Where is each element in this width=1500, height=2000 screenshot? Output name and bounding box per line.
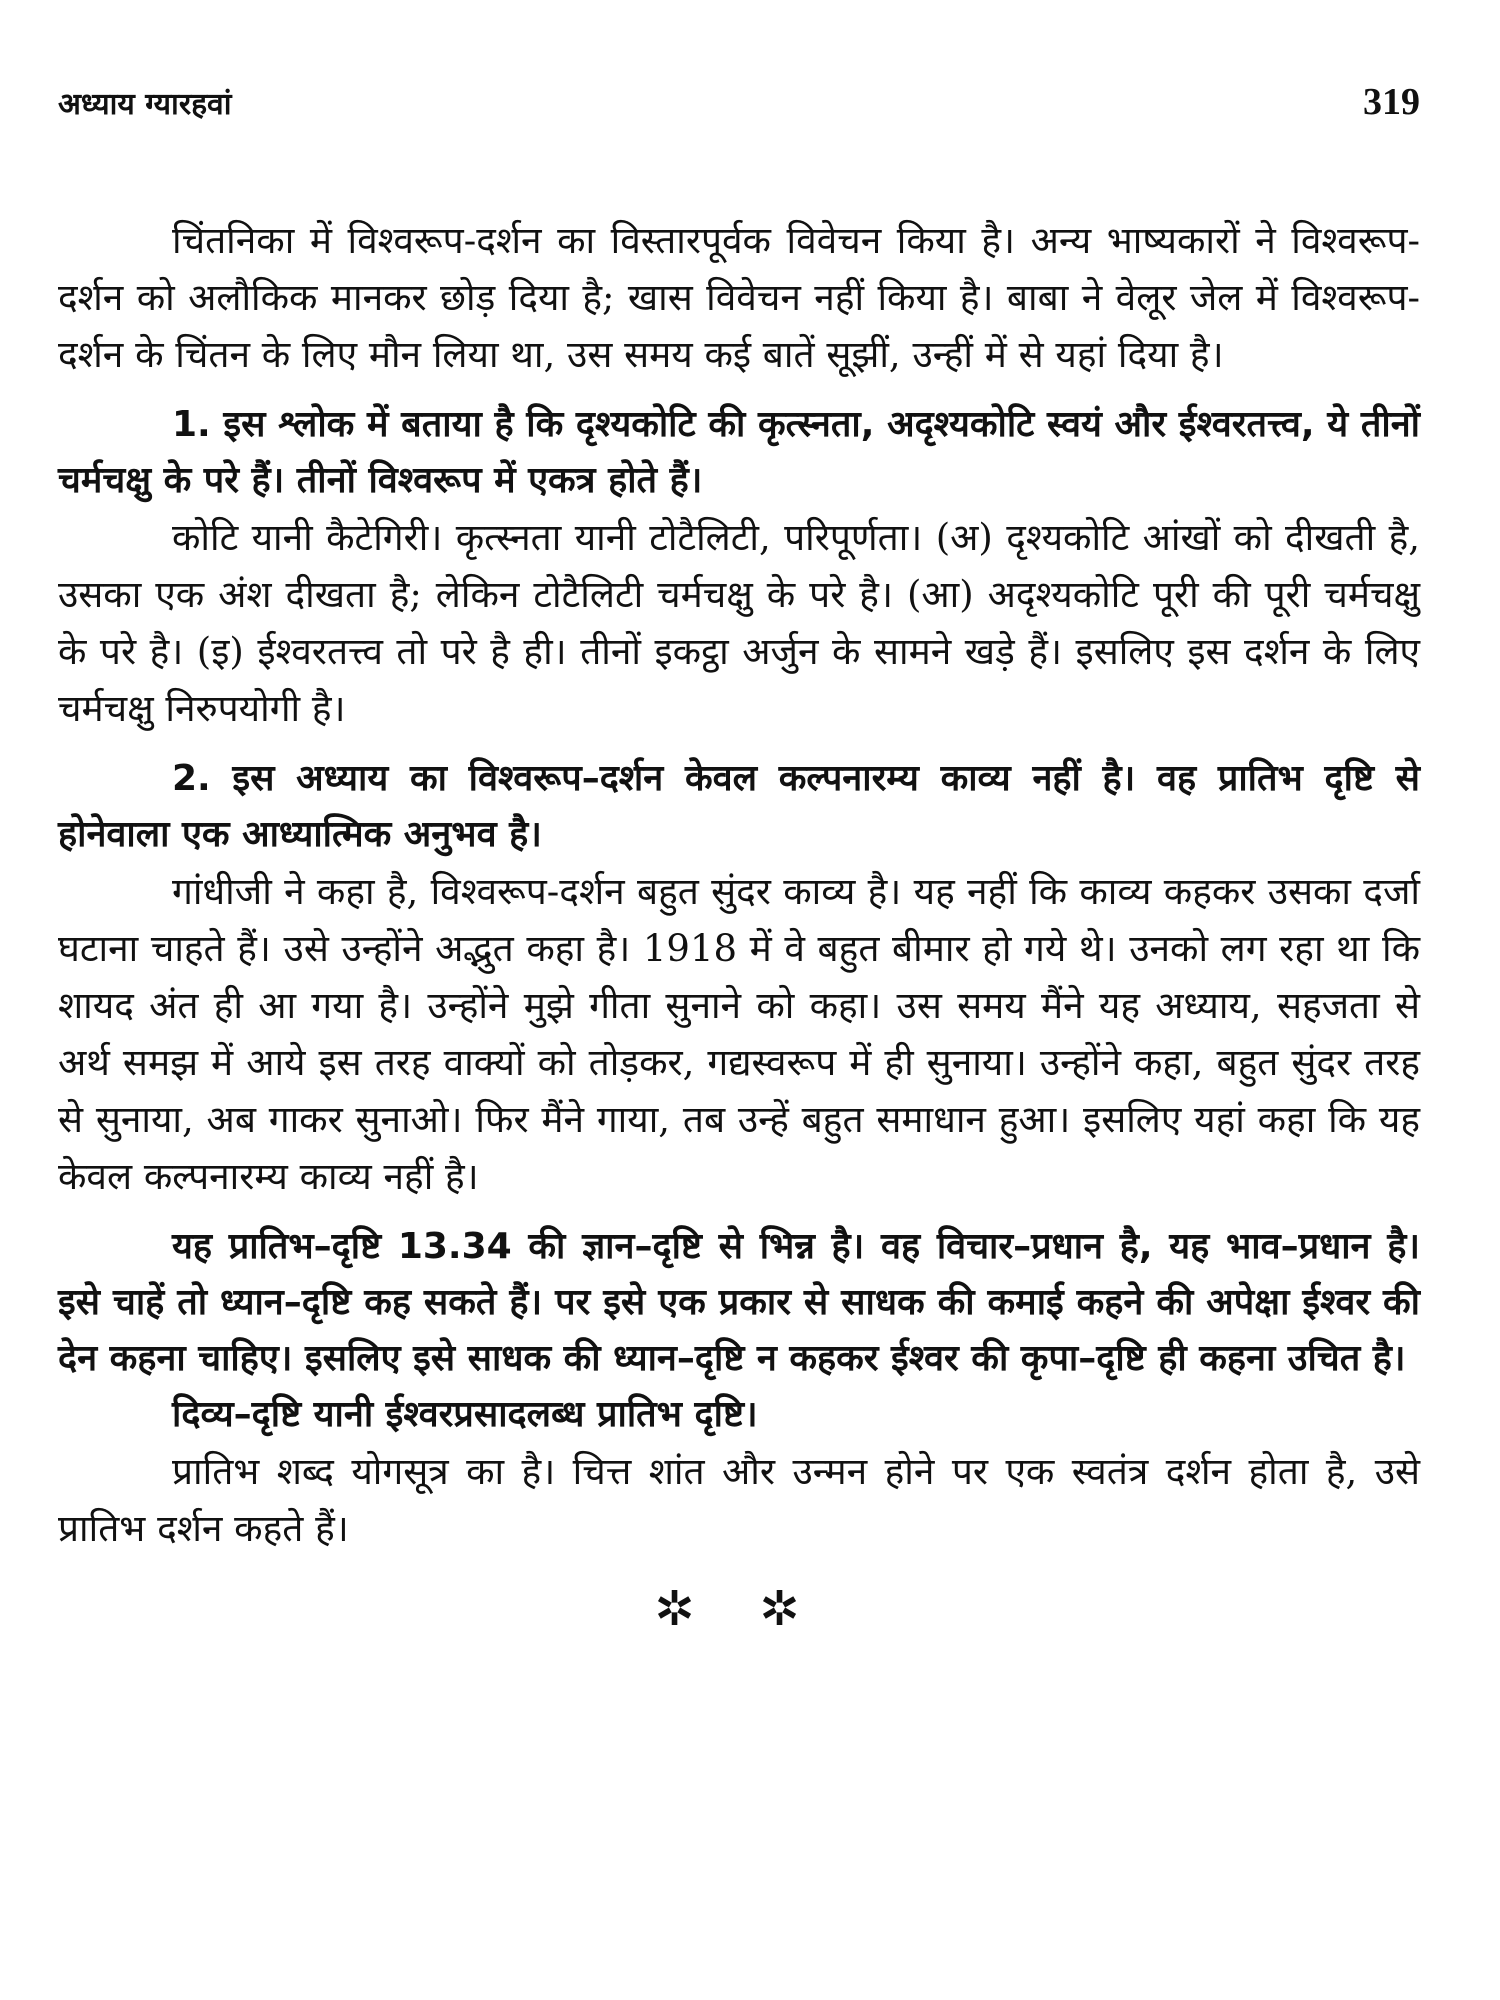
paragraph-pratibh-drishti: यह प्रातिभ–दृष्टि 13.34 की ज्ञान–दृष्टि से भिन्न है। वह विचार–प्रधान है, यह भाव–प्रधान है। इसे चाहें तो ध्यान–दृष्टि कह सकते हैं। पर इसे एक प्रकार से साधक की कमाई कहने की अपेक्षा ईश्वर की देन कहना चाहिए। इसलिए इसे साधक की ध्यान–दृष्टि न कहकर ईश्वर की कृपा–दृष्टि ही कहना उचित है। xyxy=(58,1226,1420,1379)
page-header xyxy=(58,80,1420,140)
paragraph-gandhiji: गांधीजी ने कहा है, विश्वरूप-दर्शन बहुत सुंदर काव्य है। यह नहीं कि काव्य कहकर उसका दर्जा घटाना चाहते हैं। उसे उन्होंने अद्भुत कहा है। 1918 में वे बहुत बीमार हो गये थे। उनको लग रहा था कि शायद अंत ही आ गया है। उन्होंने मुझे गीता सुनाने को कहा। उस समय मैंने यह अध्याय, सहजता से अर्थ समझ में आये इस तरह वाक्यों को तोड़कर, गद्यस्वरूप में ही सुनाया। उन्होंने कहा, बहुत सुंदर तरह से सुनाया, अब गाकर सुनाओ। फिर मैंने गाया, तब उन्हें बहुत समाधान हुआ। इसलिए यहां कहा कि यह केवल कल्पनारम्य काव्य नहीं है। xyxy=(58,870,1420,1198)
paragraph-divya-drishti: दिव्य–दृष्टि यानी ईश्वरप्रसादलब्ध प्रातिभ दृष्टि। xyxy=(172,1394,758,1435)
page-body xyxy=(58,212,1420,1557)
point-1-heading: 1. इस श्लोक में बताया है कि दृश्यकोटि की कृत्स्नता, अदृश्यकोटि स्वयं और ईश्वरतत्त्व, ये तीनों चर्मचक्षु के परे हैं। तीनों विश्वरूप में एकत्र होते हैं। xyxy=(58,404,1420,501)
page-number: 319 xyxy=(1363,81,1420,123)
point-2-heading: 2. इस अध्याय का विश्वरूप–दर्शन केवल कल्पनारम्य काव्य नहीं है। वह प्रातिभ दृष्टि से होनेवाला एक आध्यात्मिक अनुभव है। xyxy=(58,758,1420,855)
paragraph-intro: चिंतनिका में विश्वरूप-दर्शन का विस्तारपूर्वक विवेचन किया है। अन्य भाष्यकारों ने विश्वरूप-दर्शन को अलौकिक मानकर छोड़ दिया है; खास विवेचन नहीं किया है। बाबा ने वेलूर जेल में विश्वरूप-दर्शन के चिंतन के लिए मौन लिया था, उस समय कई बातें सूझीं, उन्हीं में से यहां दिया है। xyxy=(58,219,1420,376)
paragraph-category: कोटि यानी कैटेगिरी। कृत्स्नता यानी टोटैलिटी, परिपूर्णता। (अ) दृश्यकोटि आंखों को दीखती है, उसका एक अंश दीखता है; लेकिन टोटैलिटी चर्मचक्षु के परे है। (आ) अदृश्यकोटि पूरी की पूरी चर्मचक्षु के परे है। (इ) ईश्वरतत्त्व तो परे है ही। तीनों इकट्ठा अर्जुन के सामने खड़े हैं। इसलिए इस दर्शन के लिए चर्मचक्षु निरुपयोगी है। xyxy=(58,516,1420,730)
section-end-ornament: ✲ ✲ xyxy=(654,1581,824,1637)
paragraph-yogasutra: प्रातिभ शब्द योगसूत्र का है। चित्त शांत और उन्मन होने पर एक स्वतंत्र दर्शन होता है, उसे प्रातिभ दर्शन कहते हैं। xyxy=(58,1450,1420,1550)
chapter-title: अध्याय ग्यारहवां xyxy=(58,87,232,122)
